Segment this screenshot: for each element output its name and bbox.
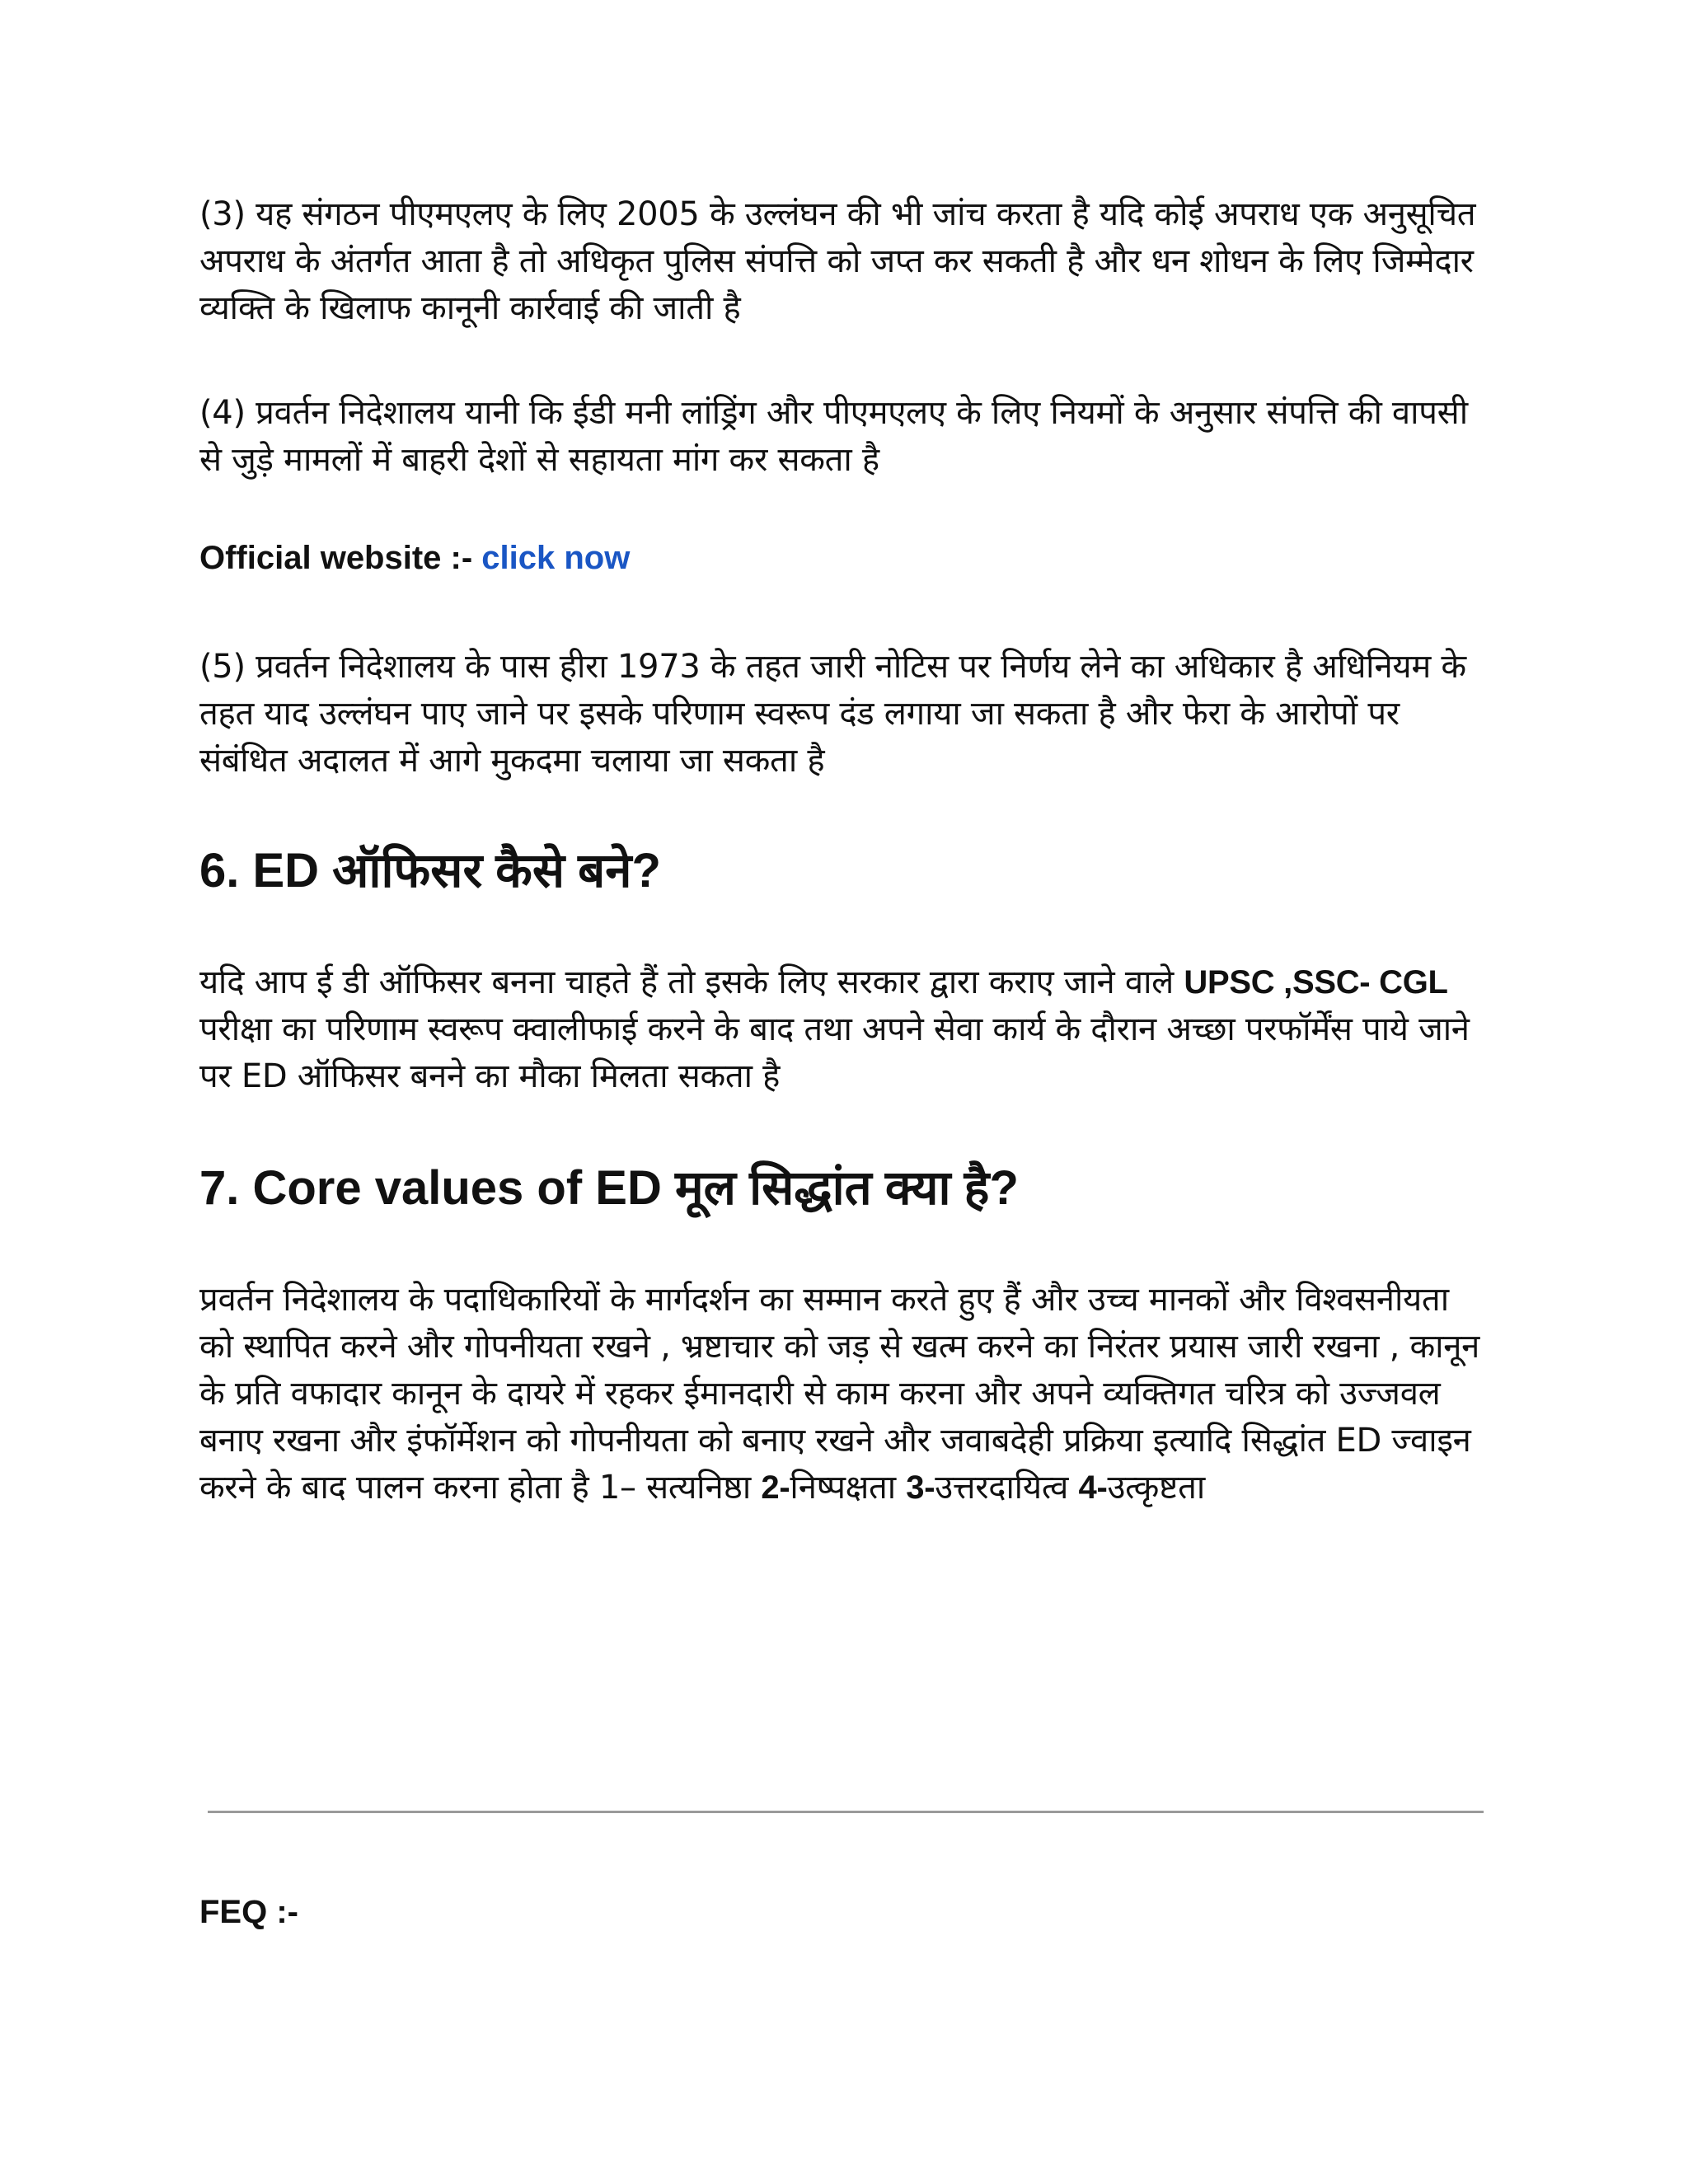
horizontal-divider	[208, 1811, 1484, 1813]
click-now-link[interactable]: click now	[481, 540, 631, 576]
paragraph-4: (4) प्रवर्तन निदेशालय यानी कि ईडी मनी लांड्रिंग और पीएमएलए के लिए नियमों के अनुसार संपत्ति की वापसी से जुड़े मामलों में बाहरी देशों से सहायता मांग कर सकता है	[199, 394, 1468, 479]
section-7-paragraph	[199, 1277, 1485, 1511]
official-website-label: Official website :-	[199, 540, 482, 576]
feq-heading: FEQ :-	[199, 1894, 298, 1930]
section-7-text-a: प्रवर्तन निदेशालय के पदाधिकारियों के मार्गदर्शन का सम्मान करते हुए हैं और उच्च मानकों और विश्वसनीयता को स्थापित करने और गोपनीयता रखने , भ्रष्टाचार को जड़ से खत्म करने का निरंतर प्रयास जारी रखना , कानून के प्रति वफादार कानून के दायरे में रहकर ईमानदारी से काम करना और अपने व्यक्तिगत चरित्र को उज्जवल बनाए रखना और इंफॉर्मेशन को गोपनीयता को बनाए रखने और जवाबदेही प्रक्रिया इत्यादि सिद्धांत ED ज्वाइन करने के बाद पालन करना होता है 1– सत्यनिष्ठा	[199, 1281, 1480, 1507]
section-6-paragraph	[199, 959, 1485, 1100]
section-6-text-a: यदि आप ई डी ऑफिसर बनना चाहते हैं तो इसके लिए सरकार द्वारा कराए जाने वाले	[199, 963, 1184, 1001]
paragraph-3: (3) यह संगठन पीएमएलए के लिए 2005 के उल्लंघन की भी जांच करता है यदि कोई अपराध एक अनुसूचित अपराध के अंतर्गत आता है तो अधिकृत पुलिस संपत्ति को जप्त कर सकती है और धन शोधन के लिए जिम्मेदार व्यक्ति के खिलाफ कानूनी कार्रवाई की जाती है	[199, 195, 1476, 327]
section-7-heading: 7. Core values of ED मूल सिद्धांत क्या है?	[199, 1161, 1019, 1215]
section-6-text-b: परीक्षा का परिणाम स्वरूप क्वालीफाई करने के बाद तथा अपने सेवा कार्य के दौरान अच्छा परफॉर्मेंस पाये जाने पर ED ऑफिसर बनने का मौका मिलता सकता है	[199, 1010, 1470, 1095]
exam-names: UPSC ,SSC- CGL	[1184, 964, 1448, 1001]
paragraph-5: (5) प्रवर्तन निदेशालय के पास हीरा 1973 के तहत जारी नोटिस पर निर्णय लेने का अधिकार है अधिनियम के तहत याद उल्लंघन पाए जाने पर इसके परिणाम स्वरूप दंड लगाया जा सकता है और फेरा के आरोपों पर संबंधित अदालत में आगे मुकदमा चलाया जा सकता है	[199, 648, 1466, 780]
value-2: निष्पक्षता	[790, 1469, 907, 1507]
value-number-3: 3-	[906, 1469, 935, 1506]
document-body	[199, 191, 1485, 1511]
value-3: उत्तरदायित्व	[935, 1469, 1079, 1507]
section-6-heading: 6. ED ऑफिसर कैसे बने?	[199, 844, 661, 898]
value-number-2: 2-	[761, 1469, 790, 1506]
official-website-line	[199, 535, 1485, 582]
value-4: उत्कृष्टता	[1107, 1469, 1205, 1507]
value-number-4: 4-	[1078, 1469, 1108, 1506]
